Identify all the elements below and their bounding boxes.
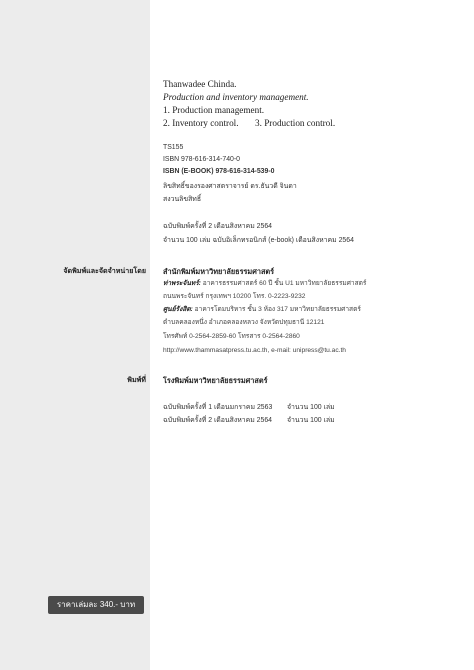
printer-label: พิมพ์ที่ [127,376,146,384]
price-badge: ราคาเล่มละ 340.- บาท [48,596,144,614]
office-2-line-1 [163,307,361,314]
publisher-name: สำนักพิมพ์มหาวิทยาลัยธรรมศาสตร์ [163,267,275,276]
catalog-author: Thanwadee Chinda. [163,79,237,89]
office-2-line-2: ตำบลคลองหนึ่ง อำเภอคลองหลวง จังหวัดปทุมธานี 12121 [163,319,325,326]
web-email: http://www.thammasatpress.tu.ac.th, e-mail: unipress@tu.ac.th [163,347,346,354]
catalog-subject-1: 1. Production management. [163,105,265,115]
catalog-subject-2: 2. Inventory control. [163,118,239,128]
print-history-1-copies: จำนวน 100 เล่ม [287,404,335,411]
office-2-label: ศูนย์รังสิต: [163,306,193,313]
edition-copies: จำนวน 100 เล่ม ฉบับอิเล็กทรอนิกส์ (e-book) เดือนสิงหาคม 2564 [163,237,354,244]
print-history-1-date: ฉบับพิมพ์ครั้งที่ 1 เดือนมกราคม 2563 [163,404,273,411]
office-1-line-2: ถนนพระจันทร์ กรุงเทพฯ 10200 โทร. 0-2223-9232 [163,293,306,300]
copyright-reserved: สงวนลิขสิทธิ์ [163,196,202,203]
print-history-2-date: ฉบับพิมพ์ครั้งที่ 2 เดือนสิงหาคม 2564 [163,417,273,424]
isbn: ISBN 978-616-314-740-0 [163,156,240,163]
print-history-2-copies: จำนวน 100 เล่ม [287,417,335,424]
catalog-title: Production and inventory management. [163,92,309,102]
distribution-label: จัดพิมพ์และจัดจำหน่ายโดย [63,267,146,275]
office-2-address: อาคารโดมบริหาร ชั้น 3 ห้อง 317 มหาวิทยาลัยธรรมศาสตร์ [192,306,361,313]
call-number: TS155 [163,144,184,151]
printer-name: โรงพิมพ์มหาวิทยาลัยธรรมศาสตร์ [163,376,268,385]
isbn-ebook: ISBN (E-BOOK) 978-616-314-539-0 [163,168,275,175]
office-1-line-1 [163,281,366,288]
edition-print: ฉบับพิมพ์ครั้งที่ 2 เดือนสิงหาคม 2564 [163,223,273,230]
catalog-subject-3: 3. Production control. [255,118,336,128]
left-margin-strip [0,0,150,670]
office-1-label: ท่าพระจันทร์: [163,280,201,287]
phone-fax: โทรศัพท์ 0-2564-2859-60 โทรสาร 0-2564-2860 [163,333,300,340]
office-1-address: อาคารธรรมศาสตร์ 60 ปี ชั้น U1 มหาวิทยาลัยธรรมศาสตร์ [200,280,367,287]
copyright-owner: ลิขสิทธิ์ของรองศาสตราจารย์ ดร.ธันวดี จินดา [163,183,297,190]
